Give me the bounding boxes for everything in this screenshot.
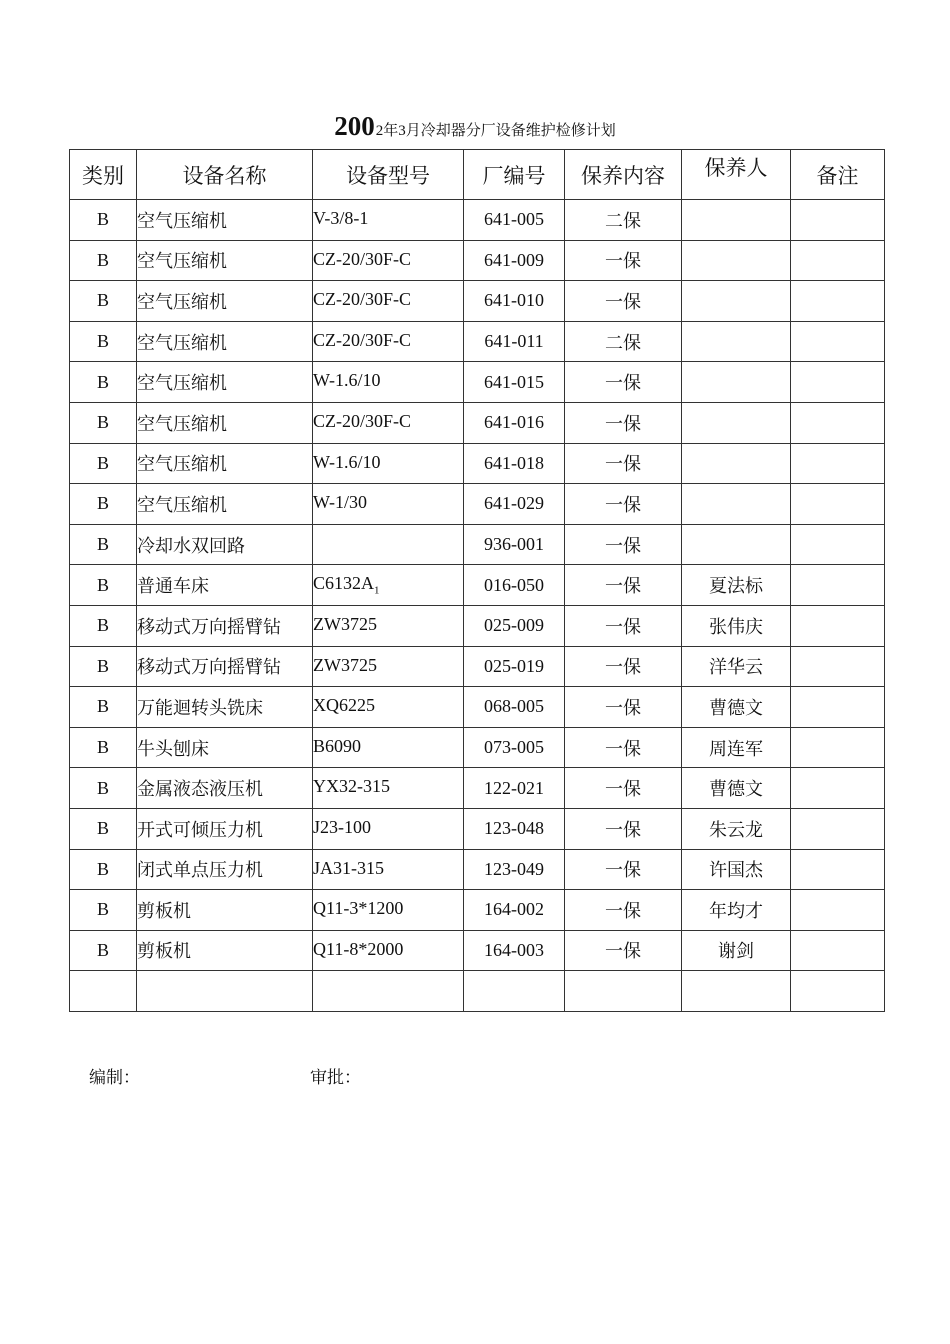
table-body [70,200,885,1012]
cell-maintainer [682,484,791,525]
table-row [70,362,885,403]
model-text: B6090 [313,735,362,756]
cell-equipment-name: 剪板机 [137,930,313,971]
cell-maintenance-content [565,971,682,1012]
cell-model [313,281,464,322]
cell-maintainer [682,402,791,443]
model-text: J23-100 [313,816,371,837]
cell-model [313,646,464,687]
header-factory-number: 厂编号 [464,150,565,200]
table-row [70,240,885,281]
cell-remarks [791,240,885,281]
cell-category: B [70,605,137,646]
cell-remarks [791,768,885,809]
cell-model [313,808,464,849]
table-row [70,768,885,809]
cell-maintainer [682,524,791,565]
cell-model [313,768,464,809]
cell-maintenance-content: 一保 [565,808,682,849]
header-maintainer: 保养人 [682,150,791,200]
compiled-by-label: 编制： [89,1068,140,1087]
cell-maintenance-content: 一保 [565,768,682,809]
model-text: YX32-315 [313,776,390,797]
model-text: W-1.6/10 [313,451,381,472]
table-header-row [70,150,885,200]
cell-equipment-name: 空气压缩机 [137,240,313,281]
cell-maintainer: 夏法标 [682,565,791,606]
cell-model [313,321,464,362]
model-text: W-1/30 [313,492,367,513]
cell-category: B [70,484,137,525]
cell-maintainer: 周连军 [682,727,791,768]
cell-remarks [791,605,885,646]
cell-factory-number: 068-005 [464,687,565,728]
cell-maintainer [682,971,791,1012]
model-text: C6132A [313,573,375,594]
cell-factory-number: 641-009 [464,240,565,281]
table-row [70,321,885,362]
table-row [70,402,885,443]
cell-remarks [791,200,885,241]
cell-equipment-name: 空气压缩机 [137,281,313,322]
cell-model [313,849,464,890]
cell-maintenance-content: 一保 [565,687,682,728]
model-text: CZ-20/30F-C [313,329,412,350]
cell-remarks [791,443,885,484]
table-row [70,890,885,931]
cell-maintainer: 许国杰 [682,849,791,890]
cell-equipment-name: 移动式万向摇臂钻 [137,605,313,646]
cell-equipment-name: 空气压缩机 [137,362,313,403]
cell-factory-number: 641-010 [464,281,565,322]
cell-maintainer [682,443,791,484]
cell-category: B [70,321,137,362]
cell-equipment-name: 空气压缩机 [137,443,313,484]
table-row [70,849,885,890]
cell-remarks [791,930,885,971]
header-category: 类别 [70,150,137,200]
cell-maintenance-content: 一保 [565,402,682,443]
cell-category: B [70,565,137,606]
table-row [70,930,885,971]
model-text: JA31-315 [313,857,384,878]
cell-remarks [791,321,885,362]
cell-maintainer: 张伟庆 [682,605,791,646]
cell-factory-number: 641-015 [464,362,565,403]
table-row [70,200,885,241]
cell-maintenance-content: 一保 [565,849,682,890]
cell-equipment-name: 闭式单点压力机 [137,849,313,890]
cell-remarks [791,646,885,687]
cell-factory-number: 123-049 [464,849,565,890]
cell-maintenance-content: 一保 [565,240,682,281]
cell-equipment-name [137,971,313,1012]
table-row [70,484,885,525]
cell-remarks [791,362,885,403]
cell-equipment-name: 开式可倾压力机 [137,808,313,849]
cell-remarks [791,971,885,1012]
header-maintenance-content: 保养内容 [565,150,682,200]
cell-maintainer: 洋华云 [682,646,791,687]
cell-model [313,687,464,728]
table-row [70,524,885,565]
cell-factory-number: 122-021 [464,768,565,809]
table-row [70,443,885,484]
title-year-prefix: 200 [334,111,375,141]
cell-equipment-name: 空气压缩机 [137,402,313,443]
header-equipment-name: 设备名称 [137,150,313,200]
cell-category: B [70,727,137,768]
cell-equipment-name: 金属液态液压机 [137,768,313,809]
approved-by-label: 审批： [310,1068,361,1087]
cell-model [313,524,464,565]
cell-maintenance-content: 一保 [565,565,682,606]
cell-maintenance-content: 一保 [565,362,682,403]
cell-model [313,930,464,971]
table-row [70,281,885,322]
table-row [70,971,885,1012]
cell-equipment-name: 冷却水双回路 [137,524,313,565]
model-text: CZ-20/30F-C [313,289,412,310]
cell-remarks [791,402,885,443]
cell-maintainer: 曹德文 [682,687,791,728]
cell-model [313,443,464,484]
cell-maintainer [682,321,791,362]
cell-equipment-name: 万能迴转头铣床 [137,687,313,728]
cell-category: B [70,362,137,403]
maintenance-plan-table [69,149,885,1012]
cell-remarks [791,687,885,728]
cell-model [313,605,464,646]
cell-model [313,890,464,931]
cell-maintainer [682,240,791,281]
cell-factory-number: 936-001 [464,524,565,565]
cell-remarks [791,484,885,525]
cell-category [70,971,137,1012]
cell-maintenance-content: 一保 [565,524,682,565]
cell-maintainer: 年均才 [682,890,791,931]
cell-remarks [791,565,885,606]
cell-equipment-name: 剪板机 [137,890,313,931]
cell-equipment-name: 移动式万向摇臂钻 [137,646,313,687]
cell-maintainer [682,281,791,322]
cell-factory-number: 073-005 [464,727,565,768]
cell-maintainer: 朱云龙 [682,808,791,849]
cell-category: B [70,687,137,728]
cell-maintenance-content: 一保 [565,930,682,971]
cell-maintenance-content: 一保 [565,281,682,322]
cell-maintainer: 谢剑 [682,930,791,971]
cell-category: B [70,646,137,687]
cell-category: B [70,402,137,443]
cell-factory-number: 025-009 [464,605,565,646]
cell-maintenance-content: 一保 [565,727,682,768]
cell-category: B [70,890,137,931]
cell-remarks [791,849,885,890]
cell-factory-number: 641-011 [464,321,565,362]
cell-category: B [70,849,137,890]
cell-factory-number: 123-048 [464,808,565,849]
cell-maintainer: 曹德文 [682,768,791,809]
cell-model [313,240,464,281]
cell-factory-number: 025-019 [464,646,565,687]
cell-factory-number: 164-002 [464,890,565,931]
cell-maintenance-content: 二保 [565,321,682,362]
header-remarks: 备注 [791,150,885,200]
header-model: 设备型号 [313,150,464,200]
cell-factory-number [464,971,565,1012]
cell-model [313,484,464,525]
title-rest: 2年3月冷却器分厂设备维护检修计划 [375,123,616,139]
cell-category: B [70,200,137,241]
model-text: ZW3725 [313,654,377,675]
cell-model [313,971,464,1012]
cell-category: B [70,281,137,322]
cell-remarks [791,808,885,849]
cell-category: B [70,768,137,809]
cell-model [313,727,464,768]
cell-maintenance-content: 一保 [565,443,682,484]
model-text: ZW3725 [313,613,377,634]
model-text: W-1.6/10 [313,370,381,391]
cell-category: B [70,808,137,849]
cell-equipment-name: 普通车床 [137,565,313,606]
cell-equipment-name: 空气压缩机 [137,200,313,241]
model-subscript: 1 [374,584,380,597]
document-title [0,108,950,149]
model-text: Q11-8*2000 [313,938,404,959]
model-text: XQ6225 [313,695,375,716]
cell-maintainer [682,200,791,241]
model-text: Q11-3*1200 [313,898,404,919]
cell-equipment-name: 空气压缩机 [137,484,313,525]
cell-category: B [70,524,137,565]
cell-maintenance-content: 一保 [565,605,682,646]
cell-category: B [70,443,137,484]
cell-factory-number: 641-005 [464,200,565,241]
cell-equipment-name: 空气压缩机 [137,321,313,362]
model-text: CZ-20/30F-C [313,410,412,431]
cell-factory-number: 641-029 [464,484,565,525]
table-row [70,646,885,687]
cell-factory-number: 164-003 [464,930,565,971]
cell-factory-number: 016-050 [464,565,565,606]
cell-maintenance-content: 一保 [565,646,682,687]
model-text: CZ-20/30F-C [313,248,412,269]
cell-remarks [791,281,885,322]
cell-factory-number: 641-016 [464,402,565,443]
cell-model [313,402,464,443]
cell-maintenance-content: 一保 [565,484,682,525]
table-row [70,605,885,646]
model-text: V-3/8-1 [313,208,369,228]
cell-maintainer [682,362,791,403]
table-row [70,808,885,849]
cell-remarks [791,890,885,931]
cell-model [313,200,464,241]
cell-factory-number: 641-018 [464,443,565,484]
table-row [70,727,885,768]
cell-model [313,362,464,403]
cell-equipment-name: 牛头刨床 [137,727,313,768]
cell-model [313,565,464,606]
cell-category: B [70,930,137,971]
table-row [70,687,885,728]
cell-category: B [70,240,137,281]
table-row [70,565,885,606]
cell-remarks [791,524,885,565]
cell-maintenance-content: 二保 [565,200,682,241]
cell-maintenance-content: 一保 [565,890,682,931]
cell-remarks [791,727,885,768]
